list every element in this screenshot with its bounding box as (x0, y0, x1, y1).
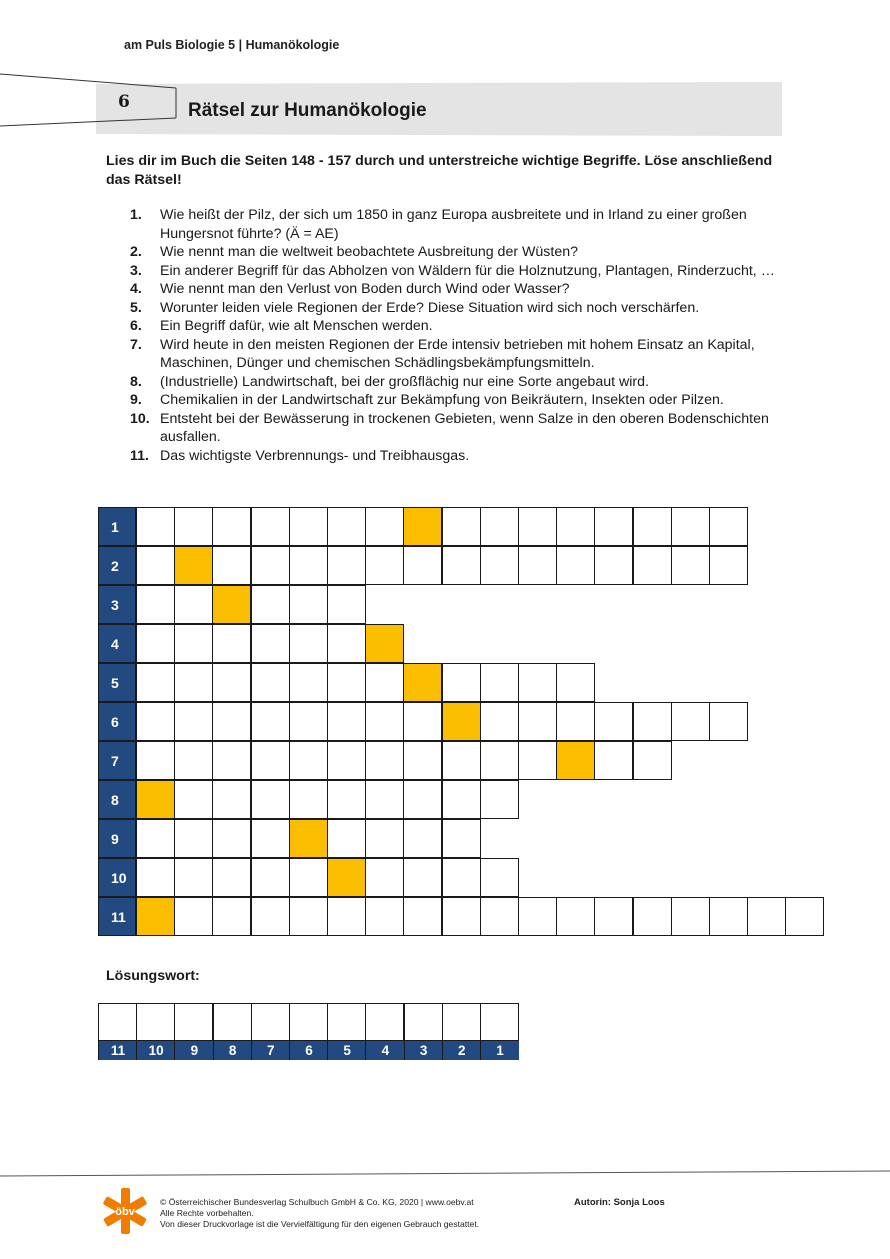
solution-index: 8 (213, 1041, 252, 1060)
solution-cell[interactable] (480, 1003, 519, 1041)
letter-cell[interactable] (212, 897, 251, 936)
letter-cell[interactable] (136, 624, 175, 663)
row-number: 11 (98, 897, 136, 936)
clue-number: 2. (130, 244, 142, 260)
copyright-line: © Österreichischer Bundesverlag Schulbuch GmbH & Co. KG, 2020 | www.oebv.at (160, 1197, 474, 1207)
letter-cell[interactable] (212, 663, 251, 702)
letter-cell[interactable] (480, 897, 519, 936)
clue-text: Worunter leiden viele Regionen der Erde? Diese Situation wird sich noch verschärfen. (160, 299, 700, 316)
letter-cell[interactable] (251, 585, 290, 624)
letter-cell[interactable] (327, 819, 366, 858)
letter-cell[interactable] (327, 780, 366, 819)
letter-cell[interactable] (289, 507, 328, 546)
solution-cell[interactable] (327, 1003, 366, 1041)
row-number: 4 (98, 624, 136, 663)
solution-index: 10 (136, 1041, 175, 1060)
letter-cell[interactable] (289, 897, 328, 936)
letter-cell[interactable] (442, 546, 481, 585)
letter-cell[interactable] (480, 702, 519, 741)
letter-cell[interactable] (251, 897, 290, 936)
letter-cell[interactable] (365, 507, 404, 546)
solution-cell[interactable] (365, 1003, 404, 1041)
page-title: Rätsel zur Humanökologie (188, 100, 427, 121)
letter-cell[interactable] (518, 507, 557, 546)
letter-cell[interactable] (633, 897, 672, 936)
letter-cell[interactable] (594, 507, 633, 546)
letter-cell[interactable] (556, 702, 595, 741)
letter-cell[interactable] (327, 702, 366, 741)
letter-cell[interactable] (212, 702, 251, 741)
letter-cell[interactable] (136, 507, 175, 546)
letter-cell[interactable] (251, 780, 290, 819)
letter-cell[interactable] (403, 819, 442, 858)
letter-cell[interactable] (365, 546, 404, 585)
letter-cell[interactable] (174, 819, 213, 858)
logo-text: öbv (115, 1206, 135, 1218)
letter-cell[interactable] (251, 741, 290, 780)
letter-cell[interactable] (289, 741, 328, 780)
letter-cell[interactable] (365, 663, 404, 702)
letter-cell[interactable] (251, 702, 290, 741)
letter-cell[interactable] (251, 819, 290, 858)
letter-cell[interactable] (518, 897, 557, 936)
highlighted-letter-cell[interactable] (212, 585, 251, 624)
intro-instructions: Lies dir im Buch die Seiten 148 - 157 durch und unterstreiche wichtige Begriffe. Löse anschließend das Rätsel! (106, 153, 773, 188)
publisher-logo (102, 1188, 148, 1234)
letter-cell[interactable] (633, 507, 672, 546)
clue-text: Wie nennt man den Verlust von Boden durch Wind oder Wasser? (160, 281, 570, 297)
copyright-notice (160, 1197, 479, 1230)
letter-cell[interactable] (594, 741, 633, 780)
letter-cell[interactable] (365, 819, 404, 858)
clue-item (130, 299, 800, 318)
letter-cell[interactable] (212, 819, 251, 858)
highlighted-letter-cell[interactable] (556, 741, 595, 780)
letter-cell[interactable] (403, 741, 442, 780)
letter-cell[interactable] (442, 780, 481, 819)
letter-cell[interactable] (442, 819, 481, 858)
row-number: 1 (98, 507, 136, 546)
letter-cell[interactable] (594, 546, 633, 585)
letter-cell[interactable] (365, 741, 404, 780)
letter-cell[interactable] (480, 663, 519, 702)
clue-number: 3. (130, 262, 142, 279)
clue-number: 7. (130, 336, 142, 353)
letter-cell[interactable] (556, 507, 595, 546)
letter-cell[interactable] (136, 585, 175, 624)
clue-number: 8. (130, 373, 142, 390)
clue-item (130, 243, 800, 262)
letter-cell[interactable] (251, 663, 290, 702)
copyright-line: Von dieser Druckvorlage ist die Vervielfältigung für den eigenen Gebrauch gestattet. (160, 1219, 480, 1229)
highlighted-letter-cell[interactable] (365, 624, 404, 663)
letter-cell[interactable] (633, 741, 672, 780)
letter-cell[interactable] (403, 858, 442, 897)
letter-cell[interactable] (633, 546, 672, 585)
letter-cell[interactable] (480, 546, 519, 585)
letter-cell[interactable] (518, 741, 557, 780)
letter-cell[interactable] (174, 897, 213, 936)
letter-cell[interactable] (136, 858, 175, 897)
letter-cell[interactable] (556, 897, 595, 936)
section-number: 6 (118, 92, 130, 112)
letter-cell[interactable] (289, 546, 328, 585)
letter-cell[interactable] (442, 897, 481, 936)
letter-cell[interactable] (480, 507, 519, 546)
letter-cell[interactable] (671, 702, 710, 741)
letter-cell[interactable] (518, 546, 557, 585)
letter-cell[interactable] (136, 663, 175, 702)
letter-cell[interactable] (212, 741, 251, 780)
letter-cell[interactable] (747, 897, 786, 936)
letter-cell[interactable] (709, 897, 748, 936)
letter-cell[interactable] (671, 507, 710, 546)
letter-cell[interactable] (136, 546, 175, 585)
clue-text: Ein Begriff dafür, wie alt Menschen werden. (160, 318, 433, 334)
letter-cell[interactable] (327, 741, 366, 780)
letter-cell[interactable] (327, 546, 366, 585)
clue-text: Ein anderer Begriff für das Abholzen von Wäldern für die Holznutzung, Plantagen, Rinderzucht, … (160, 262, 775, 279)
letter-cell[interactable] (671, 897, 710, 936)
letter-cell[interactable] (403, 546, 442, 585)
letter-cell[interactable] (365, 897, 404, 936)
letter-cell[interactable] (327, 585, 366, 624)
letter-cell[interactable] (442, 858, 481, 897)
copyright-line: Alle Rechte vorbehalten. (160, 1208, 254, 1218)
letter-cell[interactable] (174, 507, 213, 546)
clue-item (130, 373, 800, 392)
letter-cell[interactable] (136, 741, 175, 780)
row-number: 8 (98, 780, 136, 819)
clue-number: 11. (130, 447, 149, 464)
clue-text: Wird heute in den meisten Regionen der Erde intensiv betrieben mit hohem Einsatz an Kapital, Maschinen, Dünger und chemischen Schädlingsbekämpfungsmitteln. (160, 336, 755, 371)
solution-index: 7 (251, 1041, 290, 1060)
letter-cell[interactable] (212, 624, 251, 663)
clue-item (130, 410, 800, 447)
highlighted-letter-cell[interactable] (442, 702, 481, 741)
row-number: 2 (98, 546, 136, 585)
letter-cell[interactable] (174, 585, 213, 624)
clue-text: Chemikalien in der Landwirtschaft zur Bekämpfung von Beikräutern, Insekten oder Pilzen. (160, 392, 724, 408)
letter-cell[interactable] (251, 507, 290, 546)
clue-text: Entsteht bei der Bewässerung in trockenen Gebieten, wenn Salze in den oberen Bodenschichten ausfallen. (160, 410, 769, 445)
solution-cell[interactable] (289, 1003, 328, 1041)
letter-cell[interactable] (480, 780, 519, 819)
letter-cell[interactable] (289, 663, 328, 702)
clue-item (130, 447, 800, 466)
clue-item (130, 336, 800, 373)
highlighted-letter-cell[interactable] (136, 780, 175, 819)
highlighted-letter-cell[interactable] (174, 546, 213, 585)
letter-cell[interactable] (327, 507, 366, 546)
solution-index: 2 (442, 1041, 481, 1060)
clue-item (130, 262, 800, 281)
letter-cell[interactable] (709, 507, 748, 546)
solution-index: 5 (327, 1041, 366, 1060)
row-number: 7 (98, 741, 136, 780)
clue-number: 10. (130, 410, 150, 427)
letter-cell[interactable] (327, 897, 366, 936)
letter-cell[interactable] (442, 741, 481, 780)
letter-cell[interactable] (289, 702, 328, 741)
clue-number: 9. (130, 392, 142, 408)
letter-cell[interactable] (136, 702, 175, 741)
letter-cell[interactable] (403, 780, 442, 819)
highlighted-letter-cell[interactable] (403, 507, 442, 546)
letter-cell[interactable] (289, 780, 328, 819)
solution-cell[interactable] (174, 1003, 213, 1041)
letter-cell[interactable] (518, 663, 557, 702)
letter-cell[interactable] (212, 546, 251, 585)
solution-cell[interactable] (404, 1003, 443, 1041)
clue-text: Das wichtigste Verbrennungs- und Treibhausgas. (160, 447, 470, 464)
letter-cell[interactable] (327, 624, 366, 663)
clue-text: Wie nennt man die weltweit beobachtete Ausbreitung der Wüsten? (160, 244, 578, 260)
solution-index: 6 (289, 1041, 328, 1060)
solution-index: 3 (404, 1041, 443, 1060)
highlighted-letter-cell[interactable] (403, 663, 442, 702)
letter-cell[interactable] (480, 741, 519, 780)
clue-text: Wie heißt der Pilz, der sich um 1850 in ganz Europa ausbreitete und in Irland zu einer großen Hungersnot führte? (Ä = AE) (160, 207, 747, 242)
letter-cell[interactable] (518, 702, 557, 741)
letter-cell[interactable] (136, 819, 175, 858)
letter-cell[interactable] (785, 897, 824, 936)
letter-cell[interactable] (403, 897, 442, 936)
footer-rule (0, 1170, 890, 1178)
letter-cell[interactable] (403, 702, 442, 741)
letter-cell[interactable] (442, 663, 481, 702)
row-number: 5 (98, 663, 136, 702)
row-number: 10 (98, 858, 136, 897)
letter-cell[interactable] (174, 858, 213, 897)
letter-cell[interactable] (594, 702, 633, 741)
clue-number: 6. (130, 318, 142, 334)
letter-cell[interactable] (174, 624, 213, 663)
clue-number: 5. (130, 299, 142, 316)
letter-cell[interactable] (327, 663, 366, 702)
clue-item (130, 391, 800, 410)
solution-cell[interactable] (442, 1003, 481, 1041)
letter-cell[interactable] (480, 858, 519, 897)
running-header: am Puls Biologie 5 | Humanökologie (124, 38, 340, 52)
letter-cell[interactable] (212, 780, 251, 819)
letter-cell[interactable] (289, 585, 328, 624)
letter-cell[interactable] (709, 702, 748, 741)
letter-cell[interactable] (251, 546, 290, 585)
letter-cell[interactable] (174, 780, 213, 819)
solution-index: 11 (98, 1041, 137, 1060)
highlighted-letter-cell[interactable] (327, 858, 366, 897)
letter-cell[interactable] (365, 858, 404, 897)
solution-cell[interactable] (136, 1003, 175, 1041)
letter-cell[interactable] (365, 702, 404, 741)
clue-item (130, 280, 800, 299)
letter-cell[interactable] (556, 663, 595, 702)
solution-cell[interactable] (251, 1003, 290, 1041)
clue-list (130, 206, 800, 465)
letter-cell[interactable] (212, 858, 251, 897)
clue-number: 4. (130, 281, 142, 297)
letter-cell[interactable] (633, 702, 672, 741)
letter-cell[interactable] (442, 507, 481, 546)
solution-index: 1 (480, 1041, 519, 1060)
clue-text: (Industrielle) Landwirtschaft, bei der großflächig nur eine Sorte angebaut wird. (160, 373, 649, 390)
letter-cell[interactable] (174, 741, 213, 780)
solution-cell[interactable] (98, 1003, 137, 1041)
solution-cell[interactable] (213, 1003, 252, 1041)
letter-cell[interactable] (289, 624, 328, 663)
author: Autorin: Sonja Loos (574, 1197, 665, 1208)
letter-cell[interactable] (251, 858, 290, 897)
clue-number: 1. (130, 207, 142, 223)
letter-cell[interactable] (212, 507, 251, 546)
solution-index: 9 (174, 1041, 213, 1060)
letter-cell[interactable] (671, 546, 710, 585)
highlighted-letter-cell[interactable] (289, 819, 328, 858)
solution-index: 4 (365, 1041, 404, 1060)
letter-cell[interactable] (594, 897, 633, 936)
row-number: 9 (98, 819, 136, 858)
solution-label: Lösungswort: (106, 968, 200, 984)
letter-cell[interactable] (709, 546, 748, 585)
row-number: 6 (98, 702, 136, 741)
letter-cell[interactable] (289, 858, 328, 897)
letter-cell[interactable] (556, 546, 595, 585)
letter-cell[interactable] (174, 702, 213, 741)
clue-item (130, 317, 800, 336)
letter-cell[interactable] (174, 663, 213, 702)
row-number: 3 (98, 585, 136, 624)
letter-cell[interactable] (251, 624, 290, 663)
letter-cell[interactable] (365, 780, 404, 819)
clue-item (130, 206, 800, 243)
highlighted-letter-cell[interactable] (136, 897, 175, 936)
